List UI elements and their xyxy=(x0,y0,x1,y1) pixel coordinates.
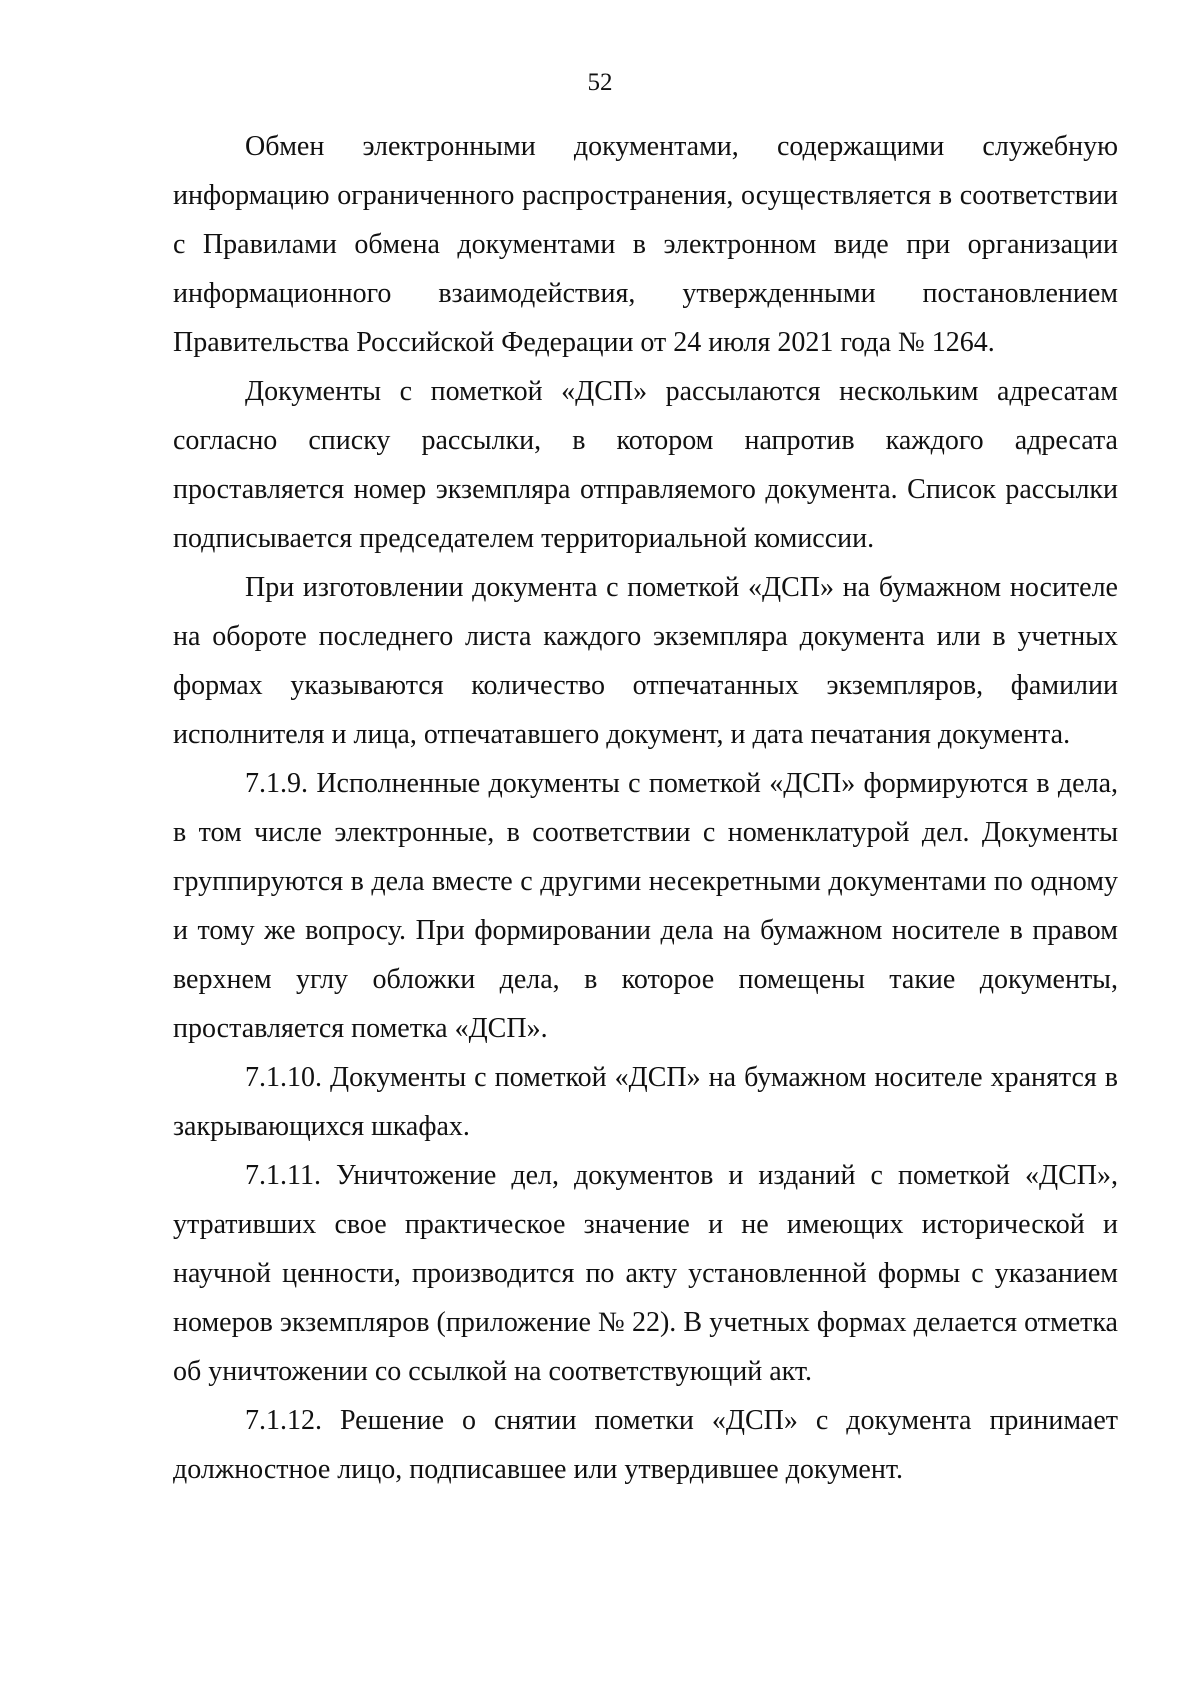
paragraph-7-1-9: 7.1.9. Исполненные документы с пометкой «ДСП» формируются в дела, в том числе электронные, в соответствии с номенклатурой дел. Документы группируются в дела вместе с другими несекретными документами по одному и тому же вопросу. При формировании дела на бумажном носителе в правом верхнем углу обложки дела, в которое помещены такие документы, проставляется пометка «ДСП». xyxy=(173,768,1118,1044)
paragraph-7-1-12: 7.1.12. Решение о снятии пометки «ДСП» с документа принимает должностное лицо, подписавшее или утвердившее документ. xyxy=(173,1405,1118,1485)
paragraph-7-1-11: 7.1.11. Уничтожение дел, документов и изданий с пометкой «ДСП», утративших свое практическое значение и не имеющих исторической и научной ценности, производится по акту установленной формы с указанием номеров экземпляров (приложение № 22). В учетных формах делается отметка об уничтожении со ссылкой на соответствующий акт. xyxy=(173,1160,1118,1387)
document-body xyxy=(173,122,1118,1494)
paragraph-distribution: Документы с пометкой «ДСП» рассылаются нескольким адресатам согласно списку рассылки, в котором напротив каждого адресата проставляется номер экземпляра отправляемого документа. Список рассылки подписывается председателем территориальной комиссии. xyxy=(173,376,1118,554)
paragraph-exchange: Обмен электронными документами, содержащими служебную информацию ограниченного распространения, осуществляется в соответствии с Правилами обмена документами в электронном виде при организации информационного взаимодействия, утвержденными постановлением Правительства Российской Федерации от 24 июля 2021 года № 1264. xyxy=(173,131,1118,358)
paragraph-paper-copy: При изготовлении документа с пометкой «ДСП» на бумажном носителе на обороте последнего листа каждого экземпляра документа или в учетных формах указываются количество отпечатанных экземпляров, фамилии исполнителя и лица, отпечатавшего документ, и дата печатания документа. xyxy=(173,572,1118,750)
paragraph-7-1-10: 7.1.10. Документы с пометкой «ДСП» на бумажном носителе хранятся в закрывающихся шкафах. xyxy=(173,1062,1118,1142)
page-number: 52 xyxy=(587,69,613,96)
